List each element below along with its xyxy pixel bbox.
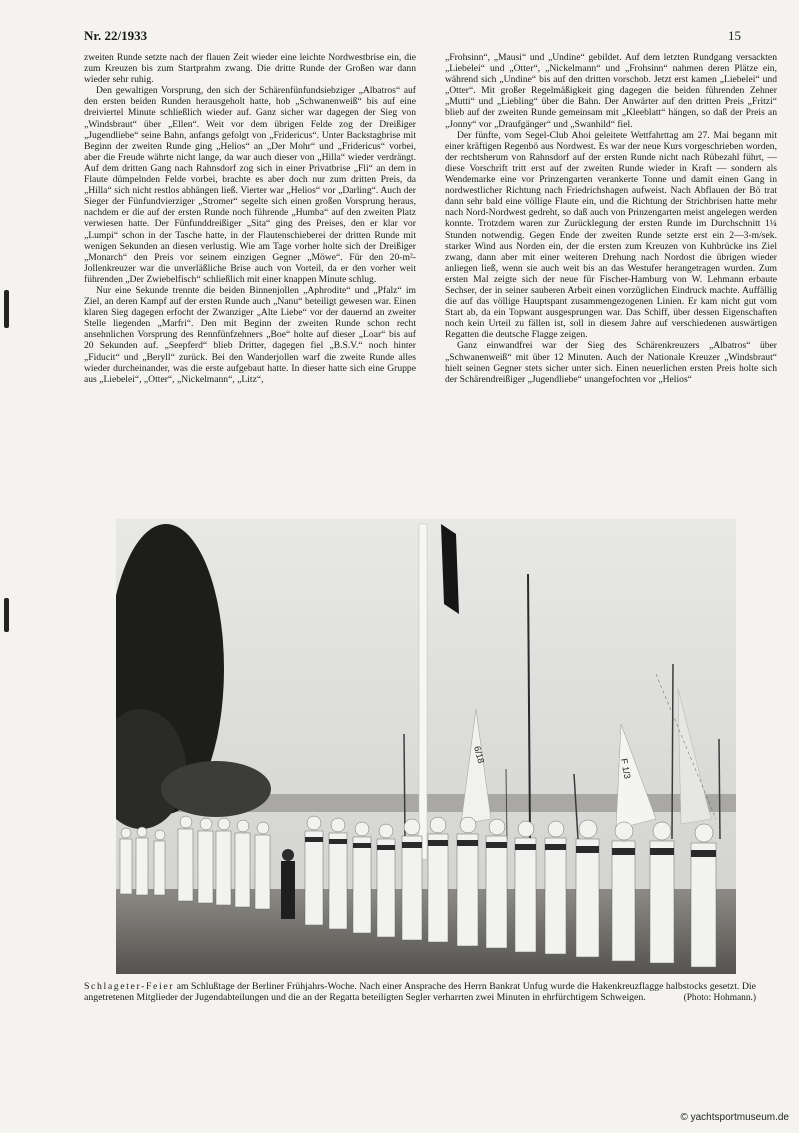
sailor-figure: [353, 822, 371, 933]
sailor-figure: [545, 821, 566, 954]
paragraph: Ganz einwandfrei war der Sieg des Schärenkreuzers „Albatros“ über „Schwanenweiß“ mit über 12 Minuten. Auch der Nationale Kreuzer „Windsbraut“ hielt seinen Gegner stets sicher unter sich. Einen neuerlichen ersten Preis holte sich der Schärendreißiger „Jugendliebe“ unangefochten vor „Helios“: [445, 340, 777, 385]
sailor-figure: [486, 819, 507, 948]
photo-credit: (Photo: Hohmann.): [683, 992, 756, 1003]
page-header: [84, 28, 751, 46]
paragraph: Der fünfte, vom Segel-Club Ahoi geleitete Wettfahrttag am 27. Mai begann mit einer kräftigen Regenbö aus Nordwest. Es war der neue Kurs vorgeschrieben worden, der rechtsherum von Rahnsdorf auf der ersten Runde nicht nach Rübezahl führt, — diese Vorschrift tritt erst auf der zweiten Runde wieder in Kraft — sondern als Wendemarke eine vor Prinzengarten verankerte Tonne und damit einen Gang in nordwestlicher Richtung nach Friedrichshagen aufweist. Nach Abflauen der Bö trat dann sehr bald eine völlige Flaute ein, und die Richtung der Strichbrisen hatte mehr nach Nord-Nordwest gedreht, so daß auch von Prinzengarten meist angelegen werden konnte. Trotzdem waren zur Zurücklegung der ersten Runde im Durchschnitt 1¼ Stunden notwendig. Gegen Ende der zweiten Runde setzte erst ein 2—3-m/sek. starker Wind aus Norden ein, der die ersten zum Kreuzen von Kuhbrücke ins Ziel zwang, dann aber mit einer weiteren Drehung nach Nordost die übrigen wieder anliegen ließ, wenn sie auch weit bis an das Westufer herangetragen wurden. Zum ersten Mal zeigte sich der neue für Fischer-Hamburg von W. Lehmann erbaute Sechser, der in seiner sauberen Arbeit einen vorzüglichen Eindruck machte. Auffällig die auf das völlige Hauptspant zusammengezogenen Linien. Er kam nicht gut vom Start ab, da ein Topwant ausgesprungen war. Das Schiff, über dessen Eigenschaften noch kein Urteil zu fällen ist, soll in diesem Jahre auf verschiedenen auswärtigen Regatten die deutsche Flagge zeigen.: [445, 129, 777, 341]
sailor-figure: [216, 818, 231, 905]
sailor-figure: [576, 820, 599, 957]
punch-hole-mark: [4, 598, 9, 632]
paragraph: Den gewaltigen Vorsprung, den sich der Schärenfünfundsiebziger „Albatros“ auf den ersten beiden Runden herausgeholt hatte, hob „Schwanenweiß“ bis auf eine dreiviertel Minute schließlich wieder auf. Ganz sicher war dagegen der Sieg von „Windsbraut“ über „Ellen“. Weit vor dem übrigen Felde zog der Dreißiger „Jugendliebe“ seine Bahn, anfangs gefolgt von „Fridericus“. Unter Backstagbrise mit Beginn der zweiten Runde ging „Helios“ an „Der Mohr“ und „Fridericus“ vorbei, aber die Freude währte nicht lange, da war auch dieser von „Hilla“ wieder verdrängt. Auf dem dritten Gang nach Rahnsdorf zog sich in einer Privatbrise „Fli“ an dem in Flaute dümpelnden Felde vorbei, brachte es aber doch nur zum dritten Preis, da „Hilla“ sich nicht restlos abhängen ließ. Vierter war „Helios“ vor „Darling“. Auch der Sieger der Fünfundvierziger „Stromer“ segelte sich einen großen Vorsprung heraus, nachdem er die auf der ersten Runde noch führende „Humba“ auf den zweiten Platz verwiesen hatte. Der Fünfunddreißiger „Sita“ ging des Preises, den er klar vor „Lumpi“ schon in der Tasche hatte, in der Flautenschieberei der dritten Runde mit wenigen Sekunden an diesen verlustig. Wie am Tage vorher holte sich der Dreißiger „Monarch“ den Preis vor seinem einzigen Gegner „Möwe“. Für den 20-m²-Jollenkreuzer war die unverläßliche Brise auch von Vorteil, da er den vorher weit führenden „Der Zwiebelfisch“ schließlich mit einer knappen Minute schlug.: [84, 85, 416, 285]
right-column: [445, 52, 777, 385]
caption-lead: Schlageter-Feier: [84, 981, 175, 992]
sailor-figure: [691, 824, 716, 967]
paragraph: Nur eine Sekunde trennte die beiden Binnenjollen „Aphrodite“ und „Pfalz“ im Ziel, an deren Kampf auf der ersten Runde auch „Nanu“ beteiligt gewesen war. Einen klaren Sieg dagegen erfocht der Zwanziger „Alte Liebe“ vor der dauernd an zweiter Stelle liegenden „Marfri“. Den mit Beginn der zweiten Runde schon recht ansehnlichen Vorsprung des Rennfünfzehners „Boe“ holte auf dieser „Loar“ bis auf 20 Sekunden auf. „Seepferd“ blieb Dritter, dagegen fiel „B.S.V.“ noch hinter „Fiducit“ und „Beryll“ zurück. Bei den Wanderjollen warf die zweite Runde alles wieder durcheinander, was die erste aufgebaut hatte. In dieser hatte sich eine Gruppe aus „Liebelei“, „Otter“, „Nickelmann“, „Litz“,: [84, 284, 416, 385]
sailor-figure: [612, 822, 635, 961]
sailor-figure: [428, 817, 448, 942]
sailor-figure: [255, 822, 270, 909]
sailor-figure: [650, 822, 674, 963]
paragraph: „Frohsinn“, „Mausi“ und „Undine“ gebildet. Auf dem letzten Rundgang versackten „Liebelei“ und „Otter“, „Nickelmann“ und „Frohsinn“ nahmen deren Plätze ein, während sich „Undine“ bis auf den dritten vorschob. Jetzt erst kamen „Liebelei“ und „Otter“. Mit großer Regelmäßigkeit ging dagegen die beiden führenden Zehner „Mutti“ und „Liebling“ über die Bahn. Der Anwärter auf den dritten Preis „Fritzi“ blieb auf der zweiten Runde gemeinsam mit „Kleeblatt“ hängen, so daß der Preis an „Jonny“ vor „Draufgänger“ und „Swanhild“ fiel.: [445, 52, 777, 130]
sail-number: F 1/3: [619, 757, 633, 780]
sailor-figure: [329, 818, 347, 929]
paragraph: zweiten Runde setzte nach der flauen Zeit wieder eine leichte Nordwestbrise ein, die zum Kreuzen bis zum Startprahm zwang. Die dritte Runde der Großen war dann wieder sehr ruhig.: [84, 52, 416, 86]
issue-number: Nr. 22/1933: [84, 28, 148, 43]
sailor-figure: [402, 819, 422, 940]
sailor-figure: [515, 821, 536, 952]
left-column: [84, 52, 416, 385]
watermark: © yachtsportmuseum.de: [680, 1112, 789, 1123]
sail-number: 6/18: [472, 744, 487, 765]
ceremony-photo: [116, 519, 736, 974]
sailor-figure: [457, 817, 478, 946]
page-number: 15: [728, 28, 741, 43]
punch-hole-mark: [4, 290, 9, 328]
sailor-figure: [377, 824, 395, 937]
sailor-figure: [198, 818, 213, 903]
photo-caption: [84, 981, 756, 1004]
sailor-figure: [235, 820, 250, 907]
caption-text: am Schlußtage der Berliner Frühjahrs-Woche. Nach einer Ansprache des Herrn Bankrat Unfug wurde die Hakenkreuzflagge halbstocks gesetzt. Die angetretenen Mitglieder der Jugendabteilungen und die an der Regatta beteiligten Segler verharrten zwei Minuten in ehrfürchtigem Schweigen.: [84, 981, 756, 1004]
sailor-figure: [178, 816, 193, 901]
sailor-figure: [305, 816, 323, 925]
